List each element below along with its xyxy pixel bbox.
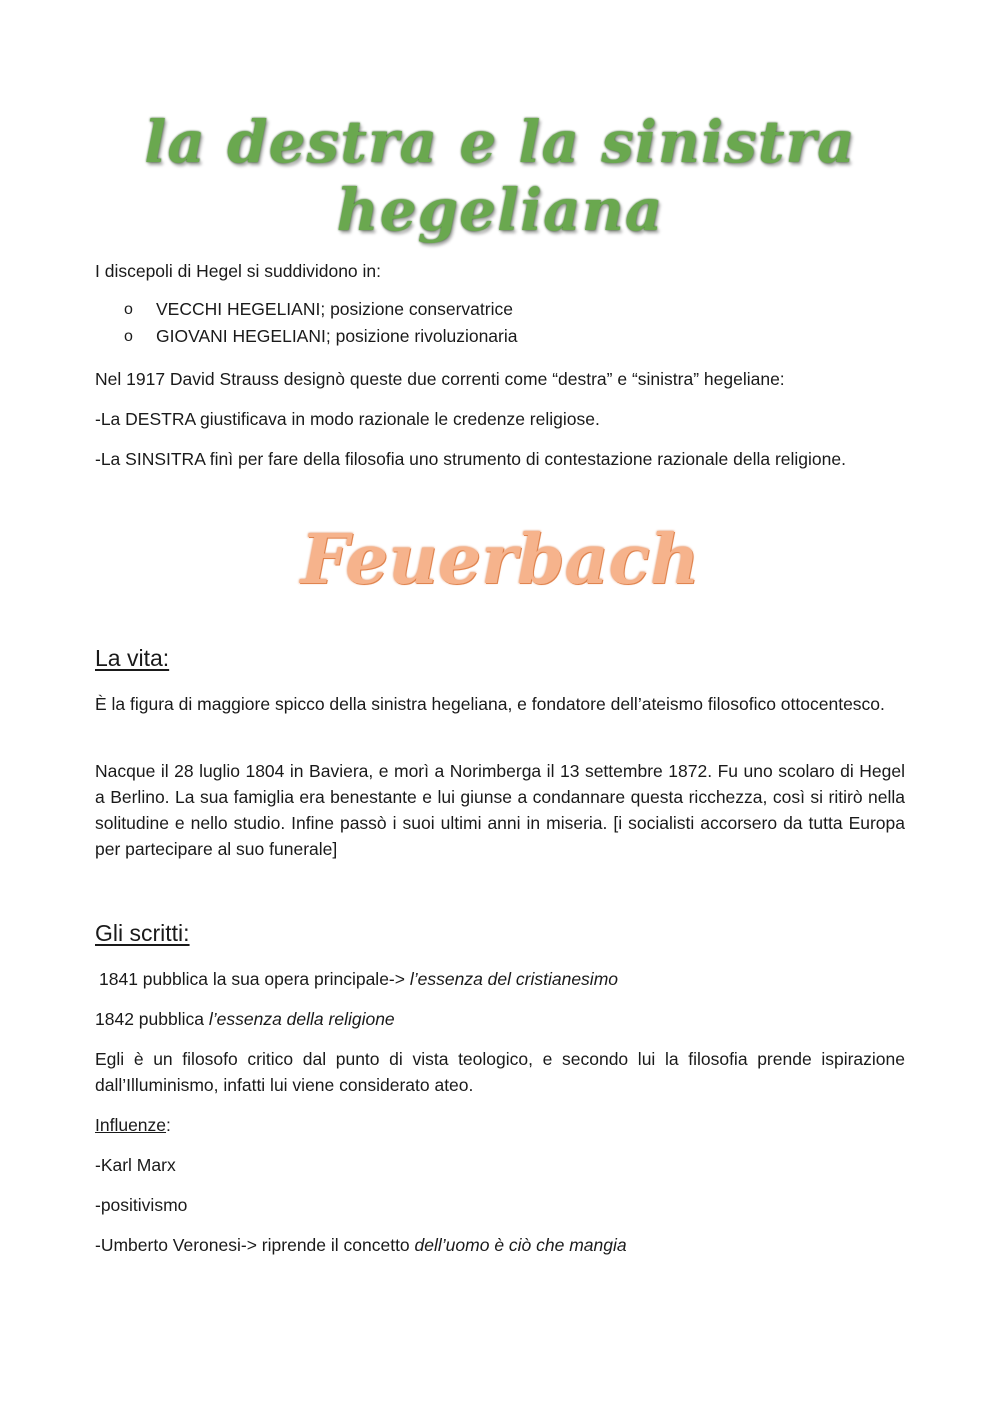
sinistra-paragraph: -La SINSITRA finì per fare della filosofia uno strumento di contestazione razionale della religione. — [95, 449, 846, 469]
document-title: la destra e la sinistra hegeliana — [144, 108, 856, 244]
bullet-marker: o — [124, 328, 133, 345]
influenza-marx: -Karl Marx — [95, 1155, 176, 1175]
critico-paragraph: Egli è un filosofo critico dal punto di vista teologico, e secondo lui la filosofia prende ispirazione dall’Illuminismo, infatti lui viene considerato ateo. — [95, 1049, 905, 1095]
scritti-line-1842 — [95, 1006, 905, 1032]
bullet-item-giovani: GIOVANI HEGELIANI; posizione rivoluzionaria — [156, 326, 518, 346]
influenza-positivismo: -positivismo — [95, 1195, 188, 1215]
influenze-label-text: Influenze — [95, 1115, 167, 1135]
veronesi-prefix: -Umberto Veronesi-> riprende il concetto — [95, 1235, 410, 1255]
scritti-1841-prefix: 1841 pubblica la sua opera principale-> — [99, 969, 405, 989]
influenze-label — [95, 1112, 905, 1138]
vita-heading: La vita: — [95, 645, 170, 671]
scritti-1841-work-title: l’essenza del cristianesimo — [409, 969, 619, 989]
veronesi-concept: dell’uomo è ciò che mangia — [414, 1235, 627, 1255]
influenza-veronesi — [95, 1232, 905, 1258]
influenze-colon: : — [166, 1115, 171, 1135]
scritti-1842-work-title: l’essenza della religione — [208, 1009, 395, 1029]
intro-lead: I discepoli di Hegel si suddividono in: — [95, 261, 381, 281]
bullet-item-vecchi: VECCHI HEGELIANI; posizione conservatrice — [156, 299, 513, 319]
bullet-marker: o — [124, 301, 133, 318]
scritti-1842-prefix: 1842 pubblica — [95, 1009, 204, 1029]
destra-paragraph: -La DESTRA giustificava in modo razionale le credenze religiose. — [95, 409, 600, 429]
strauss-paragraph: Nel 1917 David Strauss designò queste due correnti come “destra” e “sinistra” hegeliane: — [95, 369, 785, 389]
scritti-line-1841 — [99, 966, 909, 992]
vita-paragraph-2: Nacque il 28 luglio 1804 in Baviera, e morì a Norimberga il 13 settembre 1872. Fu uno scolaro di Hegel a Berlino. La sua famiglia era benestante e lui giunse a condannare questa ricchezza, così si ritirò nella solitudine e nello studio. Infine passò i suoi ultimi anni in miseria. [i socialisti accorsero da tutta Europa per partecipare al suo funerale] — [95, 761, 905, 859]
scritti-heading: Gli scritti: — [95, 920, 190, 946]
vita-paragraph-1: È la figura di maggiore spicco della sinistra hegeliana, e fondatore dell’ateismo filosofico ottocentesco. — [95, 694, 885, 714]
feuerbach-title: Feuerbach — [300, 520, 700, 600]
